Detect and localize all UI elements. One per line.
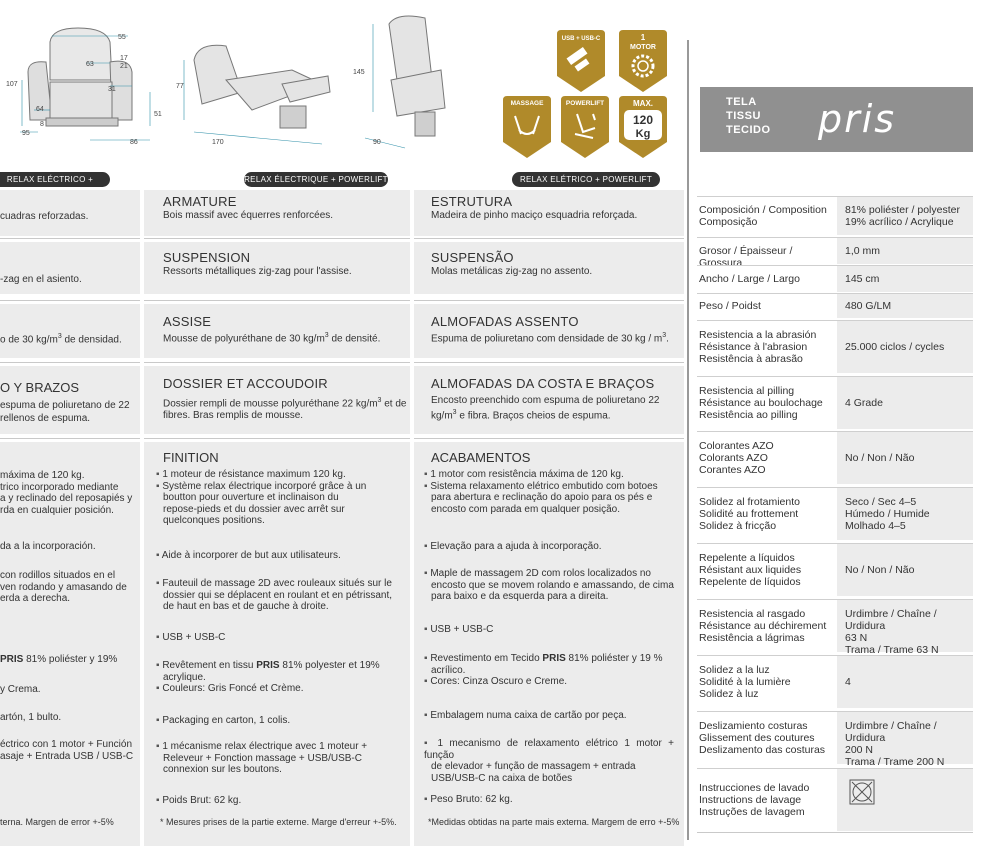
spec-label-line: Composição bbox=[699, 216, 758, 228]
fr-suspension bbox=[144, 242, 410, 294]
pt-finish-line: Maple de massagem 2D com rolos localizados no bbox=[430, 568, 651, 579]
fr-fabric-name: PRIS bbox=[256, 660, 280, 671]
pt-finish-line: 81% poliéster y 19 % bbox=[565, 653, 663, 664]
spec-label bbox=[699, 266, 833, 285]
pt-finish-line: Revestimento em Tecido bbox=[430, 653, 543, 664]
spec-row bbox=[697, 655, 973, 708]
pt-finish-item-fabric: ▪ Revestimento em Tecido PRIS 81% poliéster y 19 % acrílico. ▪ Cores: Cinza Oscuro e Creme. bbox=[424, 653, 674, 688]
spec-label-line: Resistencia al pilling bbox=[699, 385, 795, 397]
fr-finish-line: Poids Brut: 62 kg. bbox=[162, 795, 242, 806]
pt-finish-line: 1 motor com resistência máxima de 120 kg. bbox=[430, 469, 624, 480]
spec-value bbox=[837, 432, 973, 484]
spec-value-line: 480 G/LM bbox=[845, 300, 892, 312]
massage-label: MASSAGE bbox=[510, 100, 544, 107]
spec-row bbox=[697, 711, 973, 768]
pt-back-text-a: Encosto preenchido com espuma de poliuretano 22 bbox=[431, 395, 660, 406]
spec-table-bottom-rule bbox=[697, 832, 973, 833]
fr-back-heading: DOSSIER ET ACCOUDOIR bbox=[163, 376, 328, 391]
pt-seat-text-a: Espuma de poliuretano com densidade de 30 kg / m bbox=[431, 333, 663, 345]
dim-label: 17 bbox=[120, 55, 128, 62]
spec-value bbox=[837, 377, 973, 429]
spec-label bbox=[699, 432, 833, 476]
pt-structure-heading: ESTRUTURA bbox=[431, 194, 513, 209]
spec-label-line: Resistência a lágrimas bbox=[699, 632, 805, 644]
spec-label-line: Résistance à l'abrasion bbox=[699, 341, 808, 353]
spec-value-line: Urdimbre / Chaîne / Urdidura bbox=[845, 608, 937, 632]
spec-label-line: Deslizamento das costuras bbox=[699, 744, 826, 756]
armchair-front-diagram bbox=[0, 0, 170, 168]
spec-value bbox=[837, 294, 973, 318]
spec-label-line: Instruções de lavagem bbox=[699, 806, 805, 818]
pt-seat: ALMOFADAS ASSENTO Espuma de poliuretano com densidade de 30 kg / $m^3$. bbox=[414, 304, 684, 358]
spec-value-line: Seco / Sec 4–5 bbox=[845, 496, 917, 508]
fr-finish-line: Couleurs: Gris Foncé et Crème. bbox=[162, 683, 304, 694]
pt-back-text-b: kg/m bbox=[431, 410, 453, 422]
spec-label bbox=[699, 294, 833, 312]
spec-row bbox=[697, 237, 973, 269]
fr-back-text-b: et de bbox=[381, 398, 407, 410]
es-finish-line: trico incorporado mediante bbox=[0, 481, 119, 493]
fabric-label-pt: TECIDO bbox=[726, 124, 771, 136]
spec-value-line: 4 Grade bbox=[845, 397, 883, 409]
es-back-text bbox=[0, 399, 130, 425]
es-finish-line: rda en cualquier posición. bbox=[0, 504, 114, 516]
spec-label-line: Resistência à abrasão bbox=[699, 353, 803, 365]
es-seat-b: de densidad. bbox=[61, 334, 122, 346]
es-back-heading: O Y BRAZOS bbox=[0, 380, 79, 395]
spec-label-line: Grosor / Épaisseur / Grossura bbox=[699, 245, 793, 269]
spec-label-line: Resistência ao pilling bbox=[699, 409, 798, 421]
spec-value-line: Trama / Trame 200 N bbox=[845, 756, 945, 768]
spec-row bbox=[697, 487, 973, 540]
spec-label-line: Résistance au déchirement bbox=[699, 620, 827, 632]
spec-label-line: Solidez al frotamiento bbox=[699, 496, 800, 508]
fr-finish-line: boutton pour ouverture et inclinaison du bbox=[163, 492, 339, 503]
powerlift-badge bbox=[557, 94, 613, 160]
spanish-column bbox=[0, 176, 140, 846]
dim-label: 55 bbox=[118, 34, 126, 41]
no-wash-icon bbox=[849, 779, 875, 805]
pt-suspension bbox=[414, 242, 684, 294]
spec-label-line: Résistance au boulochage bbox=[699, 397, 823, 409]
es-finish-line: ven rodando y amasando de bbox=[0, 581, 127, 593]
es-finish-line: da a la incorporación. bbox=[0, 541, 96, 552]
fr-seat-text-a: Mousse de polyuréthane de 30 kg/m bbox=[163, 333, 325, 345]
spec-label bbox=[699, 769, 833, 818]
spec-label-line: Repelente de líquidos bbox=[699, 576, 801, 588]
spec-label-line: Ancho / Large / Largo bbox=[699, 273, 800, 285]
motor-count: 1 bbox=[640, 33, 646, 42]
dim-label: 86 bbox=[130, 139, 138, 146]
spec-value-line: 19% acrílico / Acrylique bbox=[845, 216, 954, 228]
fr-back: DOSSIER ET ACCOUDOIR Dossier rempli de mousse polyuréthane 22 $kg/m^3$ et de fibres. Bras remplis de mousse. bbox=[144, 366, 410, 434]
dim-label: 63 bbox=[86, 61, 94, 68]
fr-finish-line: repose-pieds et du dossier avec arrêt sur bbox=[163, 503, 345, 515]
fabric-name: pris bbox=[818, 97, 897, 141]
es-finish-line: máxima de 120 kg. bbox=[0, 470, 85, 481]
pt-back-heading: ALMOFADAS DA COSTA E BRAÇOS bbox=[431, 376, 655, 391]
pt-back-text-c: e fibra. Braços cheios de espuma. bbox=[456, 410, 611, 422]
spec-row bbox=[697, 320, 973, 373]
fr-finish-item-massage: ▪ Fauteuil de massage 2D avec rouleaux situés sur le dossier qui se déplacent en roulant et en pétrissant, de haut en bas et de gauche à droite. bbox=[156, 578, 398, 613]
fr-note: * Mesures prises de la partie externe. Marge d'erreur +-5%. bbox=[160, 817, 397, 827]
max-label: MAX. bbox=[633, 99, 653, 108]
spec-label-line: Solidez à luz bbox=[699, 688, 759, 700]
fr-back-text-c: fibres. Bras remplis de mousse. bbox=[163, 410, 304, 422]
pt-finish-line: acrílico. bbox=[431, 664, 466, 676]
pt-finish-line: de elevador + função de massagem + entrada bbox=[431, 761, 636, 772]
spec-label-line: Résistant aux liquides bbox=[699, 564, 802, 576]
es-note: terna. Margen de error +-5% bbox=[0, 817, 114, 827]
es-finish-line: y Crema. bbox=[0, 684, 41, 695]
spec-label-line: Glissement des coutures bbox=[699, 732, 815, 744]
dim-label: 145 bbox=[353, 69, 365, 76]
max-weight-unit: Kg bbox=[635, 128, 651, 140]
pt-suspension-heading: SUSPENSÃO bbox=[431, 250, 514, 265]
fabric-label bbox=[726, 95, 771, 137]
pt-suspension-text: Molas metálicas zig-zag no assento. bbox=[431, 266, 593, 277]
spec-value-line: 145 cm bbox=[845, 273, 880, 285]
dim-label: 21 bbox=[120, 63, 128, 70]
pt-finish-line: Elevação para a ajuda à incorporação. bbox=[430, 541, 602, 552]
fr-finish-line: Aide à incorporer de but aux utilisateurs. bbox=[161, 550, 341, 561]
armchair-reclined-diagram bbox=[172, 0, 340, 168]
dim-label: 170 bbox=[212, 139, 224, 146]
es-structure-text: cuadras reforzadas. bbox=[0, 211, 89, 222]
usb-badge-label: USB + USB-C bbox=[561, 36, 601, 42]
pt-finish-line: Cores: Cinza Oscuro e Creme. bbox=[430, 676, 568, 687]
fr-finish-line: Fauteuil de massage 2D avec rouleaux situés sur le bbox=[162, 578, 392, 589]
fr-finish-item-mech: ▪ 1 mécanisme relax électrique avec 1 moteur + Releveur + Fonction massage + USB/USB-C connexion sur les boutons. bbox=[156, 741, 398, 776]
dim-label: 64 bbox=[36, 106, 44, 113]
massage-badge bbox=[499, 94, 555, 160]
powerlift-label: POWERLIFT bbox=[565, 100, 605, 107]
es-finish-line: a y reclinado del reposapiés y bbox=[0, 493, 133, 504]
pt-finish-line: para abertura e reclinação do apoio para os pés e bbox=[431, 492, 653, 503]
spec-value-line: 200 N bbox=[845, 744, 874, 756]
spec-label bbox=[699, 600, 833, 644]
pt-finish-line: 1 mecanismo de relaxamento elétrico 1 motor + função bbox=[424, 738, 674, 761]
pt-structure-text: Madeira de pinho maciço esquadria reforçada. bbox=[431, 210, 638, 221]
fr-finish-line: connexion sur les boutons. bbox=[163, 764, 282, 775]
spec-value-line: No / Non / Não bbox=[845, 452, 915, 464]
spec-value-line: No / Non / Não bbox=[845, 564, 915, 576]
pt-finish-line: encosto com parada em qualquer posição. bbox=[431, 503, 621, 515]
fr-finish-line: 1 moteur de résistance maximum 120 kg. bbox=[162, 469, 346, 480]
dim-label: 31 bbox=[108, 86, 116, 93]
spec-value-line: 25.000 ciclos / cycles bbox=[845, 341, 945, 353]
french-column: ARMATURE Bois massif avec équerres renforcées. SUSPENSION Ressorts métalliques zig-zag pour l'assise. ASSISE Mousse de polyuréthane de 30 $kg/m^3$ de densité. DOSSIER ET ACCOUDOIR Dossier rempli de mousse polyuréthane 22 $kg/m^3$ et de fibres. Bras remplis de mousse. FINITION ▪ 1 moteur de résistance maximum 120 kg. ▪ Système relax électrique incorporé grâce à un boutton pour ouverture et inclinaison du repose-pieds et du dossier avec arrêt sur quelconques positions. ▪ Aide à incorporer de but aux utilisateurs. ▪ Fauteuil de massage 2D avec rouleaux situés sur le dossier qui se déplacent en roulant et en pétrissant, de haut en bas et de gauche à droite. ▪ USB + USB-C ▪ Revêtement en tissu PRIS 81% polyester et 19% acrylique. ▪ Couleurs: Gris Foncé et Crème. ▪ Packaging en carton, 1 colis. ▪ 1 mécanisme relax électrique avec 1 moteur + Releveur + Fonction massage + USB/USB-C connexion sur les boutons. ▪ Poids Brut: 62 kg. * Mesures prises de la partie externe. Marge d'erreur +-5%. bbox=[144, 186, 410, 846]
spec-label bbox=[699, 544, 833, 588]
fr-structure bbox=[144, 190, 410, 236]
pt-seat-text-b: . bbox=[666, 333, 669, 345]
spec-row bbox=[697, 293, 973, 318]
es-finish-massage bbox=[0, 570, 140, 605]
es-seat-text: o de 30 $kg/m^3$ de densidad. bbox=[0, 333, 122, 346]
spec-row bbox=[697, 196, 973, 235]
pt-finish-line: encosto que se movem rolando e amassando, de cima bbox=[431, 579, 674, 591]
max-weight-badge bbox=[615, 94, 671, 160]
armchair-lift-diagram bbox=[345, 0, 460, 168]
spec-value-line: 4 bbox=[845, 676, 851, 688]
fabric-title-box bbox=[700, 87, 973, 152]
spec-value bbox=[837, 266, 973, 292]
pt-finish-line: Sistema relaxamento elétrico embutido com botoes bbox=[430, 480, 658, 492]
pt-finish-line: Peso Bruto: 62 kg. bbox=[430, 794, 513, 805]
dim-label: 8 bbox=[40, 121, 44, 128]
dim-label: 77 bbox=[176, 83, 184, 90]
fr-finish-heading: FINITION bbox=[163, 450, 219, 465]
spec-row bbox=[697, 265, 973, 292]
spec-label-line: Resistencia al rasgado bbox=[699, 608, 806, 620]
es-fabric-name: PRIS bbox=[0, 654, 24, 665]
column-divider bbox=[687, 40, 689, 840]
fr-finish-line: de haut en bas et de gauche à droite. bbox=[163, 601, 329, 612]
spec-label-line: Solidité au frottement bbox=[699, 508, 799, 520]
es-finish-line: artón, 1 bulto. bbox=[0, 712, 62, 723]
spec-value bbox=[837, 238, 973, 264]
dim-label: 95 bbox=[22, 130, 30, 137]
spec-label-line: Solidez à fricção bbox=[699, 520, 777, 532]
fr-finish-line: Packaging en carton, 1 colis. bbox=[162, 715, 291, 726]
es-finish-line: con rodillos situados en el bbox=[0, 570, 116, 581]
fr-finish-line: quelconques positions. bbox=[163, 515, 265, 526]
spec-value-line: Urdimbre / Chaîne / Urdidura bbox=[845, 720, 937, 744]
dim-label: 90 bbox=[373, 139, 381, 146]
spec-label bbox=[699, 197, 833, 228]
spec-row bbox=[697, 376, 973, 429]
pt-finish-line: Embalagem numa caixa de cartão por peça. bbox=[430, 710, 627, 721]
spec-value bbox=[837, 488, 973, 540]
spec-value-line: Molhado 4–5 bbox=[845, 520, 906, 532]
banner-pt: RELAX ELÉTRICO + POWERLIFT bbox=[512, 172, 660, 187]
fr-finish-line: Releveur + Fonction massage + USB/USB-C bbox=[163, 752, 362, 764]
spec-row bbox=[697, 768, 973, 831]
spec-label bbox=[699, 656, 833, 700]
spec-label-line: Instructions de lavage bbox=[699, 794, 802, 806]
dim-label: 107 bbox=[6, 81, 18, 88]
spec-label bbox=[699, 488, 833, 532]
spec-label-line: Colorantes AZO bbox=[699, 440, 774, 452]
es-finish-line: erda a derecha. bbox=[0, 593, 71, 604]
motor-badge bbox=[615, 28, 671, 94]
fr-suspension-text: Ressorts métalliques zig-zag pour l'assise. bbox=[163, 266, 352, 277]
spec-value-line: 81% poliéster / polyester bbox=[845, 204, 960, 216]
max-weight-value: 120 bbox=[632, 113, 654, 127]
spec-label bbox=[699, 377, 833, 421]
pt-back: ALMOFADAS DA COSTA E BRAÇOS Encosto preenchido com espuma de poliuretano 22 $kg/m^3$ e fibra. Braços cheios de espuma. bbox=[414, 366, 684, 434]
spec-value-line: 1,0 mm bbox=[845, 245, 881, 257]
es-finish-list bbox=[0, 470, 140, 516]
spec-row bbox=[697, 431, 973, 484]
es-finish-line: éctrico con 1 motor + Función bbox=[0, 739, 133, 750]
banner-es: RELAX ELÉCTRICO + bbox=[0, 172, 110, 187]
spec-value bbox=[837, 600, 973, 656]
es-finish-mech bbox=[0, 739, 140, 762]
fr-finish-item-fabric: ▪ Revêtement en tissu PRIS 81% polyester et 19% acrylique. ▪ Couleurs: Gris Foncé et Crème. bbox=[156, 660, 398, 695]
pt-structure bbox=[414, 190, 684, 236]
pt-finish-item-1: ▪ 1 motor com resistência máxima de 120 kg. ▪ Sistema relaxamento elétrico embutido com botoes para abertura e reclinação do apoio para os pés e encosto com parada em qualquer posição. bbox=[424, 469, 674, 515]
fr-suspension-heading: SUSPENSION bbox=[163, 250, 251, 265]
es-fabric-pct: 81% poliéster y 19% bbox=[23, 654, 118, 665]
spec-label-line: Repelente a líquidos bbox=[699, 552, 795, 564]
banner-fr: RELAX ÉLECTRIQUE + POWERLIFT bbox=[244, 172, 388, 187]
portuguese-column: ESTRUTURA Madeira de pinho maciço esquadria reforçada. SUSPENSÃO Molas metálicas zig-zag no assento. ALMOFADAS ASSENTO Espuma de poliuretano com densidade de 30 kg / $m^3$. ALMOFADAS DA COSTA E BRAÇOS Encosto preenchido com espuma de poliuretano 22 $kg/m^3$ e fibra. Braços cheios de espuma. ACABAMENTOS ▪ 1 motor com resistência máxima de 120 kg. ▪ Sistema relaxamento elétrico embutido com botoes para abertura e reclinação do apoio para os pés e encosto com parada em qualquer posição. ▪ Elevação para a ajuda à incorporação. ▪ Maple de massagem 2D com rolos localizados no encosto que se movem rolando e amassando, de cima para baixo e da esquerda para a direita. ▪ USB + USB-C ▪ Revestimento em Tecido PRIS 81% poliéster y 19 % acrílico. ▪ Cores: Cinza Oscuro e Creme. ▪ Embalagem numa caixa de cartão por peça. ▪ 1 mecanismo de relaxamento elétrico 1 motor + função de elevador + função de massagem + entrada USB/USB-C na caixa de botões ▪ Peso Bruto: 62 kg. *Medidas obtidas na parte mais externa. Margem de erro +-5% bbox=[414, 186, 684, 846]
fr-seat-text-b: de densité. bbox=[328, 333, 381, 345]
spec-label-line: Colorants AZO bbox=[699, 452, 768, 464]
pt-note: *Medidas obtidas na parte mais externa. Margem de erro +-5% bbox=[428, 817, 680, 827]
spec-row bbox=[697, 599, 973, 656]
spec-value-line: 63 N bbox=[845, 632, 868, 644]
fr-finish-line: 1 mécanisme relax électrique avec 1 moteur + bbox=[162, 741, 368, 752]
spec-value-line: Húmedo / Humide bbox=[845, 508, 930, 520]
pt-finish-line: para baixo e da esquerda para a direita. bbox=[431, 591, 609, 602]
pt-finish-heading: ACABAMENTOS bbox=[431, 450, 531, 465]
spec-label-line: Instrucciones de lavado bbox=[699, 782, 810, 794]
fabric-label-fr: TISSU bbox=[726, 110, 761, 122]
fr-structure-heading: ARMATURE bbox=[163, 194, 237, 209]
pt-finish-line: USB/USB-C na caixa de botões bbox=[431, 772, 573, 784]
fr-finish-item-1: ▪ 1 moteur de résistance maximum 120 kg. ▪ Système relax électrique incorporé grâce à un boutton pour ouverture et inclinaison du repose-pieds et du dossier avec arrêt sur quelconques positions. bbox=[156, 469, 398, 527]
fr-structure-text: Bois massif avec équerres renforcées. bbox=[163, 210, 334, 221]
pt-seat-heading: ALMOFADAS ASSENTO bbox=[431, 314, 579, 329]
motor-label: MOTOR bbox=[630, 44, 656, 51]
spec-label-line: Peso / Poidst bbox=[699, 300, 761, 312]
pt-fabric-name: PRIS bbox=[542, 653, 566, 664]
pt-finish-item-mech: ▪ 1 mecanismo de relaxamento elétrico 1 motor + função de elevador + função de massagem + entrada USB/USB-C na caixa de botões bbox=[424, 738, 674, 784]
es-seat-a: o de 30 kg/m bbox=[0, 334, 58, 346]
spec-value bbox=[837, 544, 973, 596]
es-finish-fabric bbox=[0, 654, 140, 666]
spec-label-line: Deslizamiento costuras bbox=[699, 720, 808, 732]
spec-label-line: Composición / Composition bbox=[699, 204, 827, 216]
spec-label-line: Resistencia a la abrasión bbox=[699, 329, 817, 341]
spec-value bbox=[837, 197, 973, 235]
spec-value bbox=[837, 321, 973, 373]
spec-row bbox=[697, 543, 973, 596]
es-finish-line: asaje + Entrada USB / USB-C bbox=[0, 750, 134, 762]
fr-back-text-a: Dossier rempli de mousse polyuréthane 22 kg/m bbox=[163, 398, 378, 410]
spec-label-line: Solidité à la lumière bbox=[699, 676, 791, 688]
fr-seat: ASSISE Mousse de polyuréthane de 30 $kg/m^3$ de densité. bbox=[144, 304, 410, 358]
fabric-label-es: TELA bbox=[726, 96, 757, 108]
fr-finish-line: dossier qui se déplacent en roulant et en pétrissant, bbox=[163, 589, 393, 601]
spec-label bbox=[699, 321, 833, 365]
spec-label-line: Corantes AZO bbox=[699, 464, 766, 476]
es-back-b: rellenos de espuma. bbox=[0, 413, 91, 424]
usb-badge bbox=[553, 28, 609, 94]
spec-value bbox=[837, 712, 973, 768]
fr-finish-line: Revêtement en tissu bbox=[162, 660, 257, 671]
spec-value-line: Trama / Trame 63 N bbox=[845, 644, 939, 656]
es-back-a: espuma de poliuretano de 22 bbox=[0, 400, 130, 411]
dim-label: 51 bbox=[154, 111, 162, 118]
fr-finish-line: USB + USB-C bbox=[162, 632, 226, 643]
es-suspension-text: -zag en el asiento. bbox=[0, 274, 82, 285]
fr-finish-line: Système relax électrique incorporé grâce à un bbox=[162, 480, 367, 492]
spec-value bbox=[837, 656, 973, 708]
spec-value bbox=[837, 769, 973, 831]
spec-label-line: Solidez a la luz bbox=[699, 664, 770, 676]
pt-finish-item-massage: ▪ Maple de massagem 2D com rolos localizados no encosto que se movem rolando e amassando, de cima para baixo e da esquerda para a direita. bbox=[424, 568, 674, 602]
fr-finish-line: 81% polyester et 19% bbox=[279, 660, 380, 671]
spec-label bbox=[699, 712, 833, 756]
pt-finish-line: USB + USB-C bbox=[430, 624, 494, 635]
fr-finish-line: acrylique. bbox=[163, 671, 206, 683]
fr-seat-heading: ASSISE bbox=[163, 314, 212, 329]
